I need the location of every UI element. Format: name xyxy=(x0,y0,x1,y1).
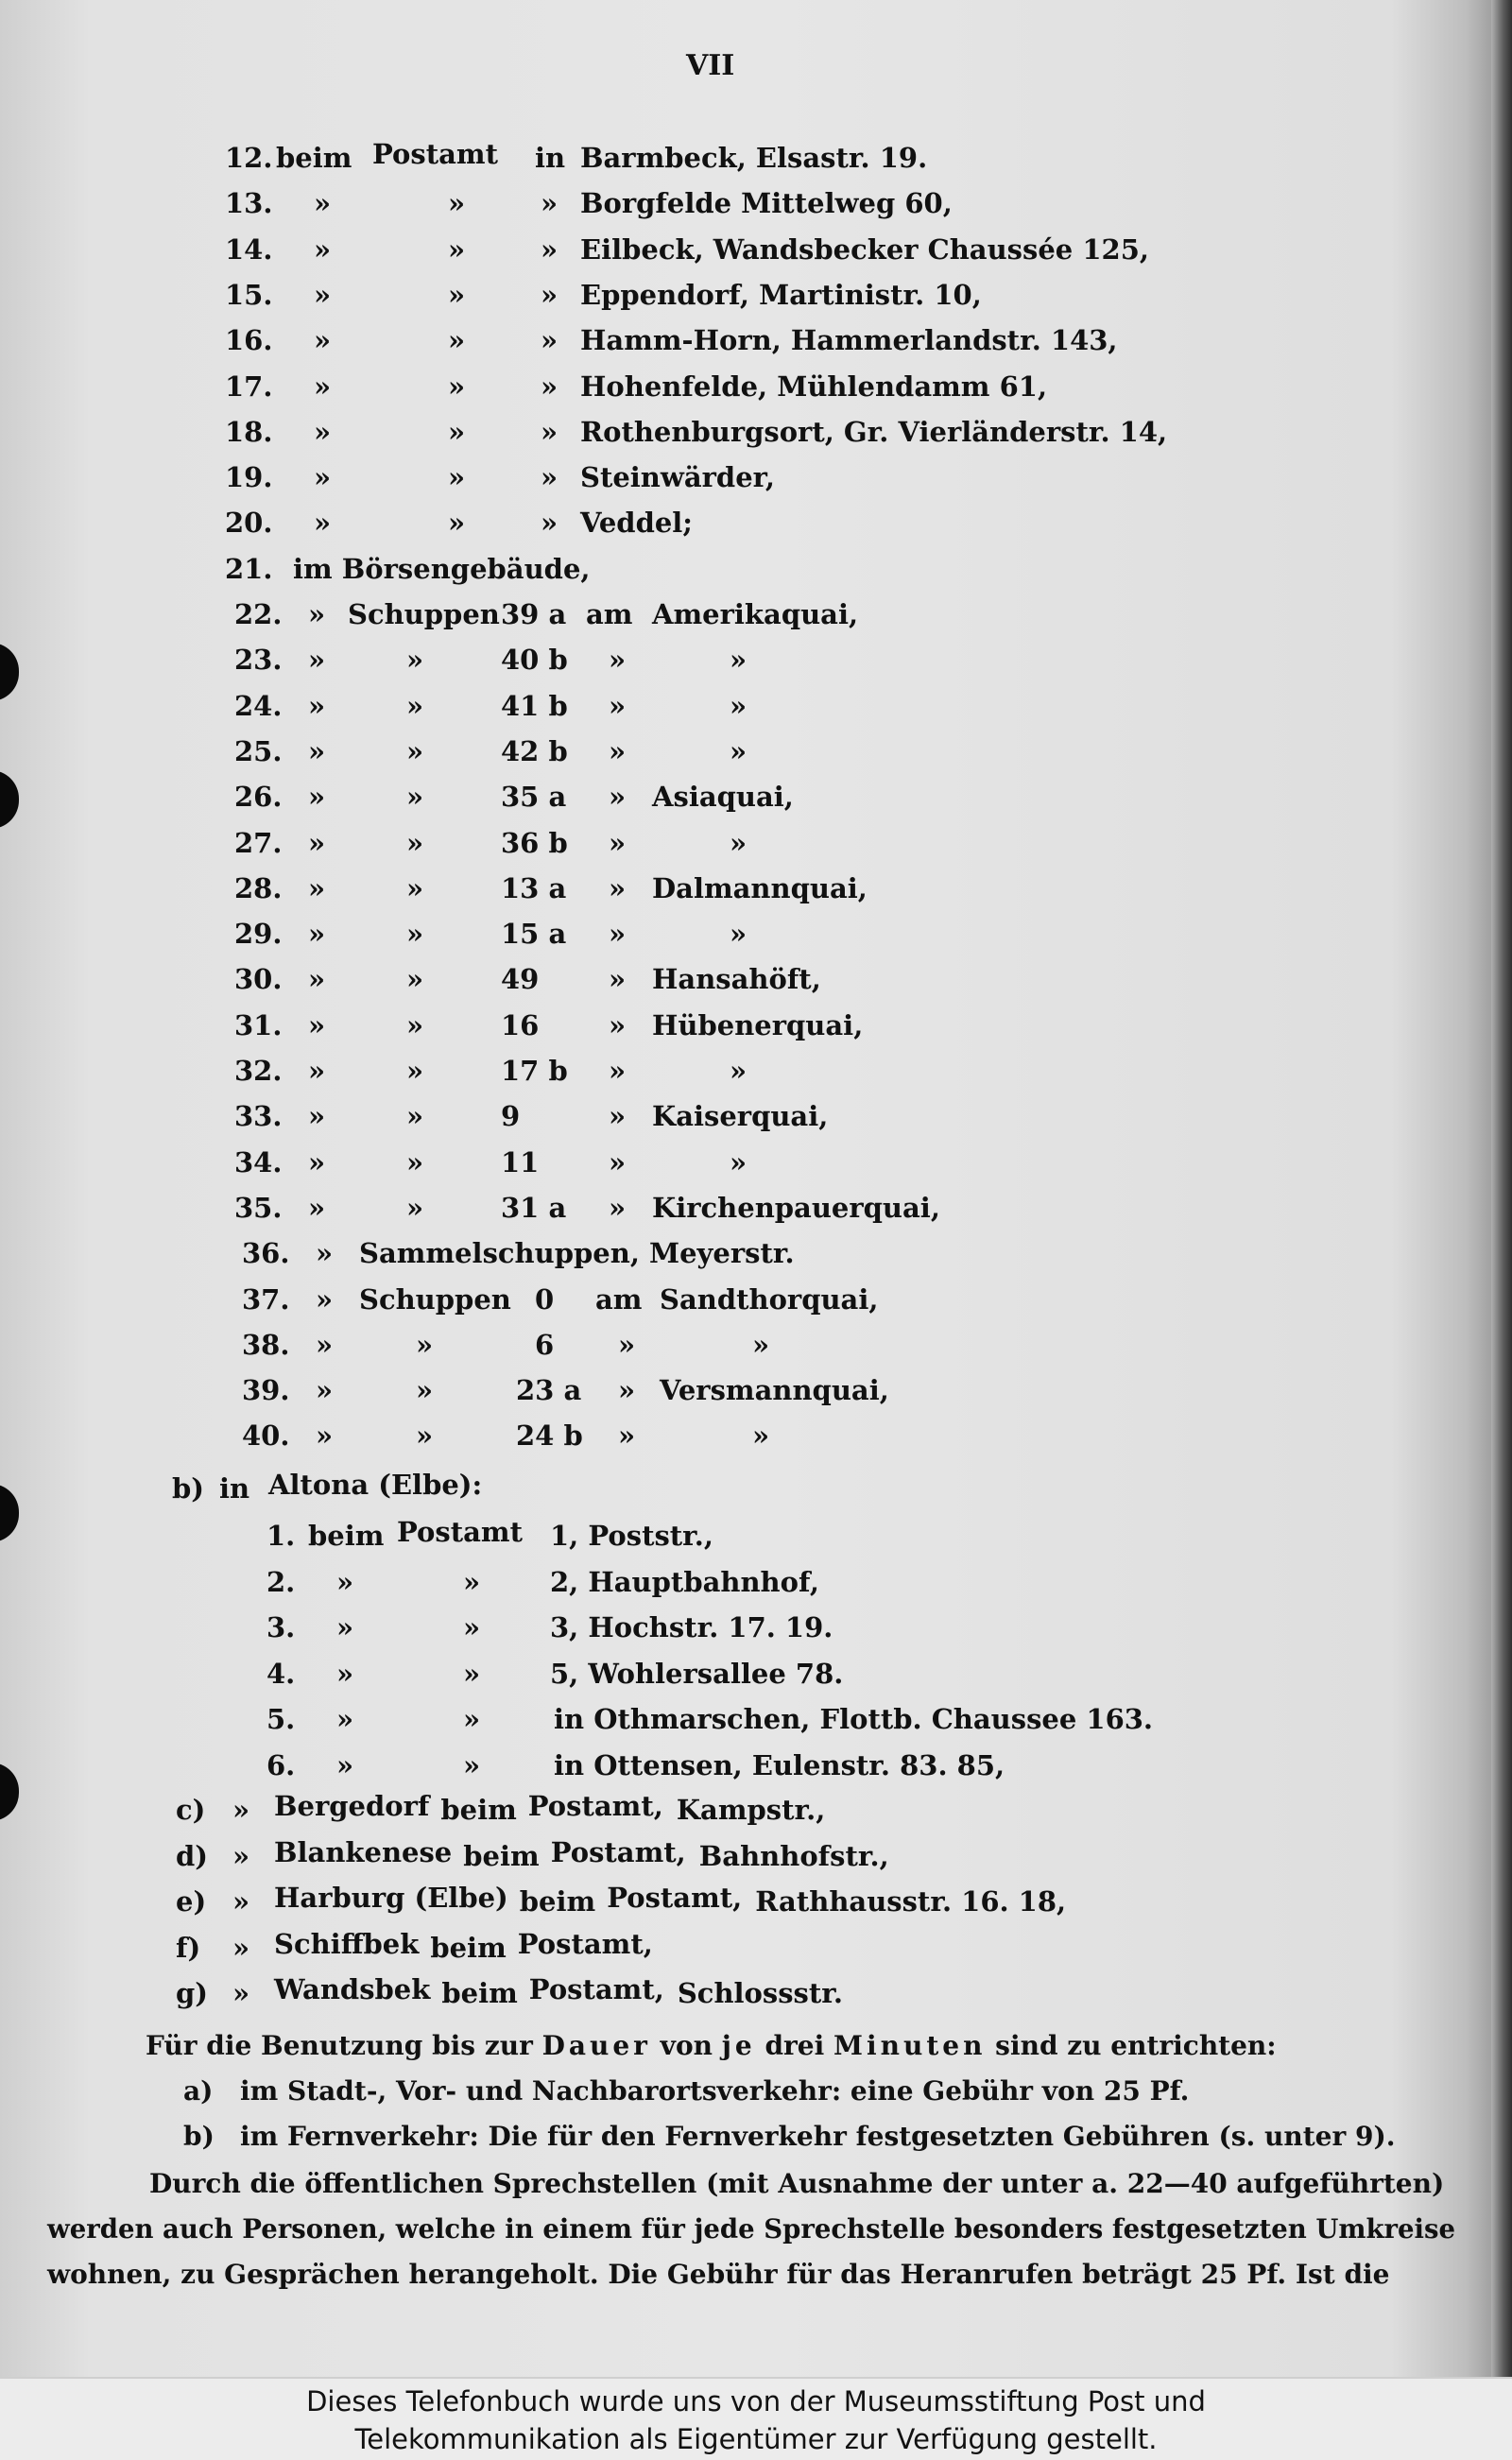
entry-prefix: » xyxy=(308,689,326,722)
entry-quay: » xyxy=(730,734,747,767)
entry-preposition: » xyxy=(609,1191,627,1224)
entry-prefix: beim xyxy=(463,1839,540,1872)
entry-quay: Kirchenpauerquai, xyxy=(652,1191,940,1224)
entry-number: 3. xyxy=(266,1611,296,1643)
entry-preposition: » xyxy=(609,734,627,767)
entry-number: 1. xyxy=(266,1520,296,1552)
section-label: c) xyxy=(176,1794,206,1826)
entry-shed: » xyxy=(406,871,424,904)
entry-shed-number: 23 a xyxy=(516,1374,582,1407)
entry-preposition: » xyxy=(609,644,627,677)
entry-office: » xyxy=(448,187,466,220)
entry-shed: » xyxy=(406,1100,424,1133)
entry-preposition: » xyxy=(541,278,558,311)
entry-quay: Versmannquai, xyxy=(660,1374,889,1407)
entry-preposition: am xyxy=(586,598,633,630)
entry-preposition: » xyxy=(609,963,627,996)
entry-office: » xyxy=(448,507,466,540)
section-heading: Altona (Elbe): xyxy=(268,1469,483,1501)
entry-preposition: » xyxy=(618,1374,636,1407)
entry-prefix: » xyxy=(308,1055,326,1087)
entry-number: 36. xyxy=(242,1237,290,1270)
entry-quay: » xyxy=(730,826,747,859)
entry-prefix: » xyxy=(308,644,326,677)
entry-prefix: » xyxy=(308,734,326,767)
entry-address: Rothenburgsort, Gr. Vierländerstr. 14, xyxy=(580,415,1168,448)
entry-number: 17. xyxy=(225,370,273,403)
fee-item-text: im Fernverkehr: Die für den Fernverkehr festgesetzten Gebühren (s. unter 9). xyxy=(240,2121,1396,2152)
entry-shed-number: 35 a xyxy=(501,781,567,814)
entry-number: 24. xyxy=(234,689,283,722)
entry-office: Postamt, xyxy=(607,1882,743,1914)
entry-office: Postamt, xyxy=(517,1927,653,1960)
entry-number: 5. xyxy=(266,1703,296,1735)
fee-item-label: a) xyxy=(183,2075,214,2107)
fee-intro-part: Für die Benutzung bis zur xyxy=(146,2030,542,2061)
entry-preposition: » xyxy=(609,871,627,904)
section-label: b) xyxy=(172,1472,204,1505)
entry-number: 35. xyxy=(234,1191,283,1224)
entry-prefix: » xyxy=(314,324,332,357)
entry-preposition: » xyxy=(541,461,558,494)
entry-number: 32. xyxy=(234,1055,283,1087)
entry-preposition: » xyxy=(609,1145,627,1178)
entry-shed-number: 39 a xyxy=(501,598,567,630)
entry-shed-number: 17 b xyxy=(501,1055,568,1087)
entry-office: Postamt xyxy=(372,138,498,170)
entry-shed-number: 9 xyxy=(501,1100,521,1133)
entry-address: Bahnhofstr., xyxy=(698,1839,889,1872)
entry-number: 26. xyxy=(234,781,283,814)
entry-quay: Sandthorquai, xyxy=(660,1282,879,1316)
entry-quay: Asiaquai, xyxy=(652,781,794,814)
entry-shed-number: 6 xyxy=(535,1328,555,1361)
fee-intro-part: Minuten xyxy=(833,2030,987,2061)
punch-hole xyxy=(0,1763,19,1821)
entry-number: 30. xyxy=(234,963,283,996)
entry-address: Schlossstr. xyxy=(677,1977,843,2009)
entry-address: Hohenfelde, Mühlendamm 61, xyxy=(580,370,1048,403)
entry-office: » xyxy=(448,461,466,494)
entry-quay: » xyxy=(730,918,747,951)
entry-shed: » xyxy=(406,781,424,814)
entry-prefix: » xyxy=(314,187,332,220)
entry-preposition: » xyxy=(609,781,627,814)
entry-quay: » xyxy=(730,1055,747,1087)
office-town: Wandsbek xyxy=(274,1973,431,2005)
entry-prefix: » xyxy=(308,963,326,996)
entry-number: 38. xyxy=(242,1328,290,1361)
entry-quay: Dalmannquai, xyxy=(652,871,868,904)
office-town: Blankenese xyxy=(274,1835,453,1868)
footer-note xyxy=(0,2377,1512,2460)
entry-preposition: » xyxy=(541,415,558,448)
entry-address: Eppendorf, Martinistr. 10, xyxy=(580,278,982,311)
entry-prefix: beim xyxy=(430,1931,507,1964)
entry-office: » xyxy=(448,370,466,403)
entry-number: 15. xyxy=(225,278,273,311)
entry-prefix: » xyxy=(308,918,326,951)
entry-prefix: » xyxy=(316,1328,334,1361)
entry-number: 28. xyxy=(234,871,283,904)
entry-shed-number: 31 a xyxy=(501,1191,567,1224)
entry-shed: » xyxy=(406,963,424,996)
punch-hole xyxy=(0,643,19,701)
entry-preposition: » xyxy=(609,1100,627,1133)
entry-number: 12. xyxy=(225,142,273,174)
paragraph-line: Durch die öffentlichen Sprechstellen (mit Ausnahme der unter a. 22—40 aufgeführten) xyxy=(149,2168,1445,2199)
entry-prefix: » xyxy=(232,1931,250,1964)
entry-shed: » xyxy=(406,1008,424,1041)
fee-intro-part: von xyxy=(650,2030,722,2061)
section-label: f) xyxy=(176,1931,201,1964)
entry-prefix: » xyxy=(308,781,326,814)
entry-office: » xyxy=(463,1748,481,1781)
entry-number: 2. xyxy=(266,1565,296,1598)
entry-number: 6. xyxy=(266,1748,296,1781)
office-town: Schiffbek xyxy=(274,1927,420,1960)
entry-preposition: » xyxy=(609,826,627,859)
entry-shed-number: 16 xyxy=(501,1008,540,1041)
entry-prefix: » xyxy=(336,1611,354,1643)
entry-shed-number: 11 xyxy=(501,1145,540,1178)
entry-prefix: » xyxy=(316,1374,334,1407)
section-preposition: in xyxy=(219,1472,250,1505)
paragraph-line: werden auch Personen, welche in einem für jede Sprechstelle besonders festgesetzten Umkreise xyxy=(47,2213,1455,2245)
entry-prefix: » xyxy=(308,1008,326,1041)
entry-quay: » xyxy=(730,689,747,722)
entry-prefix: » xyxy=(308,1145,326,1178)
entry-office: » xyxy=(448,415,466,448)
entry-prefix: » xyxy=(232,1977,250,2009)
entry-shed: » xyxy=(406,918,424,951)
entry-prefix: » xyxy=(314,232,332,266)
entry-shed-number: 42 b xyxy=(501,734,568,767)
entry-shed-number: 13 a xyxy=(501,871,567,904)
entry-preposition: am xyxy=(595,1282,643,1316)
entry-prefix: » xyxy=(308,826,326,859)
entry-office: Postamt, xyxy=(527,1790,663,1822)
entry-address: im Börsengebäude, xyxy=(293,552,591,585)
entry-prefix: » xyxy=(232,1885,250,1918)
fee-intro-part: Dauer xyxy=(541,2030,651,2061)
entry-shed-number: 40 b xyxy=(501,644,568,677)
entry-shed-number: 24 b xyxy=(516,1419,583,1453)
entry-office: Postamt, xyxy=(550,1835,686,1868)
entry-number: 34. xyxy=(234,1145,283,1178)
entry-office: Postamt xyxy=(397,1516,523,1548)
entry-prefix: beim xyxy=(441,1977,518,2009)
entry-address: Rathhausstr. 16. 18, xyxy=(755,1885,1067,1918)
page-edge-shadow xyxy=(1491,0,1512,2377)
entry-shed-number: 41 b xyxy=(501,689,568,722)
entry-number: 21. xyxy=(225,552,273,585)
entry-number: 18. xyxy=(225,415,273,448)
entry-quay: Amerikaquai, xyxy=(652,598,859,630)
entry-office: » xyxy=(448,278,466,311)
entry-quay: » xyxy=(752,1328,770,1361)
footer-line-1: Dieses Telefonbuch wurde uns von der Museumsstiftung Post und xyxy=(306,2385,1206,2417)
entry-number: 23. xyxy=(234,644,283,677)
entry-preposition: » xyxy=(609,689,627,722)
entry-preposition: » xyxy=(609,1055,627,1087)
entry-number: 37. xyxy=(242,1282,290,1316)
entry-number: 31. xyxy=(234,1008,283,1041)
entry-prefix: » xyxy=(336,1748,354,1781)
entry-address: Steinwärder, xyxy=(580,461,775,494)
entry-number: 33. xyxy=(234,1100,283,1133)
entry-preposition: » xyxy=(618,1328,636,1361)
entry-number: 40. xyxy=(242,1419,290,1453)
entry-quay: » xyxy=(730,644,747,677)
entry-prefix: » xyxy=(314,415,332,448)
entry-address: Borgfelde Mittelweg 60, xyxy=(580,187,953,220)
entry-prefix: » xyxy=(336,1657,354,1690)
entry-office: » xyxy=(463,1657,481,1690)
entry-prefix: beim xyxy=(308,1520,385,1552)
entry-preposition: » xyxy=(541,232,558,266)
entry-office: » xyxy=(463,1611,481,1643)
section-label: g) xyxy=(176,1977,208,2009)
office-town: Bergedorf xyxy=(274,1790,430,1822)
entry-prefix: beim xyxy=(276,142,352,174)
entry-quay: Hübenerquai, xyxy=(652,1008,864,1041)
entry-prefix: » xyxy=(316,1237,334,1270)
entry-prefix: » xyxy=(308,1100,326,1133)
entry-number: 39. xyxy=(242,1374,290,1407)
entry-preposition: » xyxy=(609,918,627,951)
entry-shed: » xyxy=(406,644,424,677)
entry-shed-number: 0 xyxy=(535,1282,555,1316)
punch-hole xyxy=(0,770,19,829)
entry-prefix: » xyxy=(336,1703,354,1735)
entry-shed: Schuppen xyxy=(348,598,500,630)
entry-prefix: » xyxy=(308,598,326,630)
entry-prefix: » xyxy=(316,1282,334,1316)
entry-preposition: » xyxy=(541,507,558,540)
entry-office: » xyxy=(448,324,466,357)
entry-quay: » xyxy=(752,1419,770,1453)
entry-preposition: » xyxy=(541,324,558,357)
entry-address: 3, Hochstr. 17. 19. xyxy=(550,1611,833,1643)
entry-number: 29. xyxy=(234,918,283,951)
entry-shed: » xyxy=(416,1328,434,1361)
entry-prefix: » xyxy=(314,461,332,494)
entry-address: Veddel; xyxy=(580,507,694,540)
entry-number: 19. xyxy=(225,461,273,494)
entry-shed: » xyxy=(406,826,424,859)
entry-preposition: » xyxy=(541,370,558,403)
fee-intro xyxy=(146,2030,1277,2061)
entry-number: 13. xyxy=(225,187,273,220)
entry-address: Sammelschuppen, Meyerstr. xyxy=(359,1237,795,1270)
office-town: Harburg (Elbe) xyxy=(274,1882,508,1914)
entry-shed: » xyxy=(406,689,424,722)
entry-number: 20. xyxy=(225,507,273,540)
entry-shed-number: 49 xyxy=(501,963,540,996)
entry-shed: » xyxy=(416,1374,434,1407)
fee-intro-part: drei xyxy=(755,2030,833,2061)
entry-prefix: » xyxy=(232,1839,250,1872)
entry-office: » xyxy=(463,1703,481,1735)
entry-shed: » xyxy=(406,734,424,767)
entry-quay: Kaiserquai, xyxy=(652,1100,829,1133)
entry-prefix: » xyxy=(336,1565,354,1598)
entry-address: Kampstr., xyxy=(676,1794,826,1826)
entry-prefix: beim xyxy=(519,1885,596,1918)
entry-number: 4. xyxy=(266,1657,296,1690)
entry-shed: » xyxy=(406,1145,424,1178)
entry-office: » xyxy=(448,232,466,266)
entry-preposition: » xyxy=(618,1419,636,1453)
entry-address: 2, Hauptbahnhof, xyxy=(550,1565,819,1598)
entry-prefix: » xyxy=(308,871,326,904)
fee-item-text: im Stadt-, Vor- und Nachbarortsverkehr: eine Gebühr von 25 Pf. xyxy=(240,2075,1190,2107)
entry-preposition: » xyxy=(541,187,558,220)
entry-shed: » xyxy=(416,1419,434,1453)
entry-shed: » xyxy=(406,1191,424,1224)
entry-number: 25. xyxy=(234,734,283,767)
entry-quay: Hansahöft, xyxy=(652,963,821,996)
entry-number: 14. xyxy=(225,232,273,266)
entry-prefix: » xyxy=(314,370,332,403)
entry-prefix: » xyxy=(232,1794,250,1826)
fee-item-label: b) xyxy=(183,2121,215,2152)
entry-prefix: » xyxy=(308,1191,326,1224)
page-number: VII xyxy=(686,49,735,82)
entry-preposition: » xyxy=(609,1008,627,1041)
entry-prefix: » xyxy=(316,1419,334,1453)
entry-address: in Othmarschen, Flottb. Chaussee 163. xyxy=(554,1703,1154,1735)
entry-office: Postamt, xyxy=(528,1973,664,2005)
section-label: d) xyxy=(176,1839,208,1872)
entry-prefix: » xyxy=(314,278,332,311)
entry-address: in Ottensen, Eulenstr. 83. 85, xyxy=(554,1748,1005,1781)
entry-address: Eilbeck, Wandsbecker Chaussée 125, xyxy=(580,232,1149,266)
entry-prefix: beim xyxy=(440,1794,517,1826)
entry-shed: Schuppen xyxy=(359,1282,511,1316)
entry-prefix: » xyxy=(314,507,332,540)
section-label: e) xyxy=(176,1885,207,1918)
entry-shed-number: 36 b xyxy=(501,826,568,859)
entry-shed-number: 15 a xyxy=(501,918,567,951)
entry-address: Barmbeck, Elsastr. 19. xyxy=(580,142,928,174)
entry-quay: » xyxy=(730,1145,747,1178)
footer-line-2: Telekommunikation als Eigentümer zur Verfügung gestellt. xyxy=(354,2423,1158,2455)
entry-address: Hamm-Horn, Hammerlandstr. 143, xyxy=(580,324,1118,357)
entry-shed: » xyxy=(406,1055,424,1087)
entry-number: 16. xyxy=(225,324,273,357)
entry-address: 5, Wohlersallee 78. xyxy=(550,1657,844,1690)
entry-number: 22. xyxy=(234,598,283,630)
fee-intro-part: je xyxy=(721,2030,756,2061)
entry-office: » xyxy=(463,1565,481,1598)
entry-preposition: in xyxy=(535,142,566,174)
fee-intro-part: sind zu entrichten: xyxy=(986,2030,1277,2061)
entry-address: 1, Poststr., xyxy=(550,1520,713,1552)
paragraph-line: wohnen, zu Gesprächen herangeholt. Die Gebühr für das Heranrufen beträgt 25 Pf. Ist die xyxy=(47,2259,1390,2290)
punch-hole xyxy=(0,1484,19,1542)
entry-number: 27. xyxy=(234,826,283,859)
